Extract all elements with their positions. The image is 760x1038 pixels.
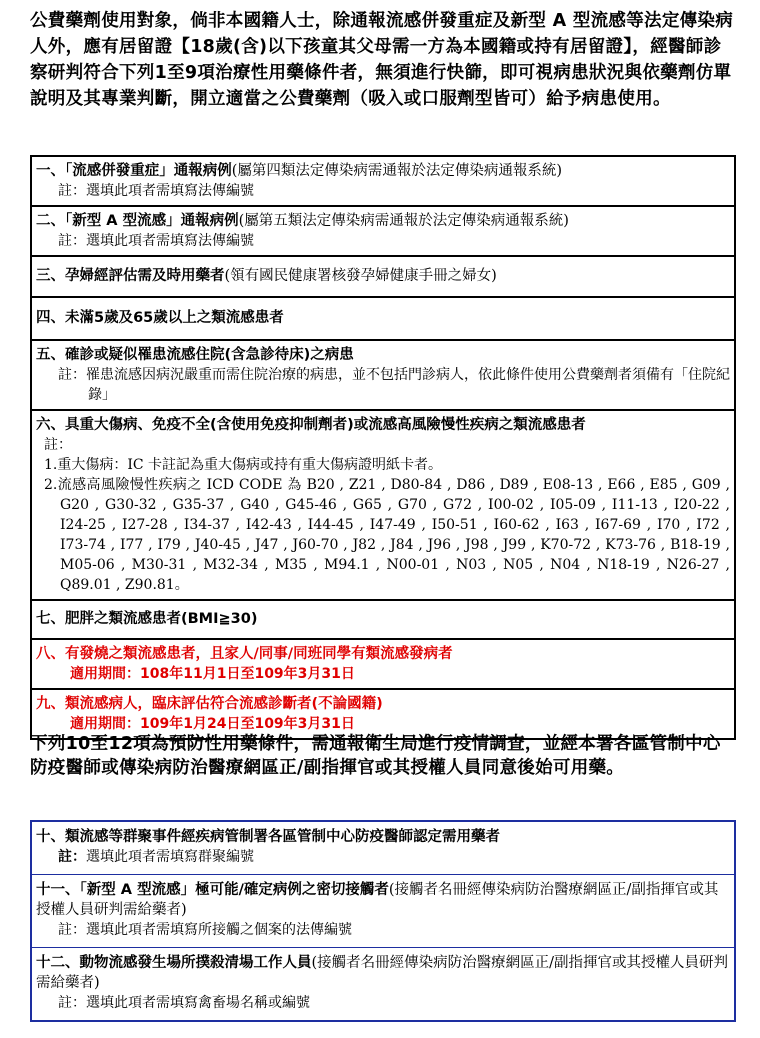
criteria-9-period: 適用期間：109年1月24日至109年3月31日 [70,716,355,732]
criteria-5-title: 五、確診或疑似罹患流感住院(含急診待床)之病患 [36,347,354,363]
criteria-1-note: 註：選填此項者需填寫法傳編號 [58,183,254,199]
criteria-8-period: 適用期間：108年11月1日至109年3月31日 [70,666,355,682]
criteria-6-item-1: 1.重大傷病：IC 卡註記為重大傷病或持有重大傷病證明紙卡者。 [44,457,443,473]
criteria-row-10 [32,822,734,875]
criteria-6-note-label: 註： [44,437,72,453]
criteria-11-note: 註：選填此項者需填寫所接觸之個案的法傳編號 [58,922,352,938]
criteria-row-3 [32,257,734,298]
criteria-12-title: 十二、動物流感發生場所撲殺清場工作人員 [36,955,312,971]
criteria-row-1 [32,157,734,207]
criteria-2-note: 註：選填此項者需填寫法傳編號 [58,233,254,249]
criteria-1-title: 一、「流感併發重症」通報病例 [36,163,232,179]
criteria-row-12 [32,948,734,1020]
criteria-11-title: 十一、「新型 A 型流感」極可能/確定病例之密切接觸者 [36,882,389,898]
criteria-row-5 [32,341,734,411]
criteria-11-desc: (接觸者名冊經傳染病防治醫療網區正/副指揮官或其授權人員研判需給藥者) [36,882,719,918]
criteria-6-item-2: 2.流感高風險慢性疾病之 ICD CODE 為 B20 , Z21 , D80-84 , D86 , D89 , E08-13 , E66 , E85 , G09 , G20 , G30-32 , G35-37 , G40 , G45-46 , G65 , G70 , G72 , I00-02 , I05-09 , I11-13 , I20-22 , I24-25 , I27-28 , I34-37 , I42-43 , I44-45 , I47-49 , I50-51 , I60-62 , I63 , I67-69 , I70 , I72 , I73-74 , I77 , I79 , J40-45 , J47 , J60-70 , J82 , J84 , J96 , J98 , J99 , K70-72 , K73-76 , B18-19 , M05-06 , M30-31 , M32-34 , M35 , M94.1 , N00-01 , N03 , N05 , N04 , N18-19 , N26-27 , Q89.01 , Z90.81。 [44,477,730,593]
intro-paragraph: 公費藥劑使用對象，倘非本國籍人士，除通報流感併發重症及新型 A 型流感等法定傳染病人外，應有居留證【18歲(含)以下孩童其父母需一方為本國籍或持有居留證】，經醫師診察研判符合下列1至9項治療性用藥條件者，無須進行快篩，即可視病患狀況與依藥劑仿單說明及其專業判斷，開立適當之公費藥劑（吸入或口服劑型皆可）給予病患使用。 [30,11,734,109]
treatment-criteria-table [30,155,736,740]
criteria-3-desc: (領有國民健康署核發孕婦健康手冊之婦女) [224,268,497,284]
criteria-10-note: 選填此項者需填寫群聚編號 [86,849,254,865]
criteria-2-desc: (屬第五類法定傳染病需通報於法定傳染病通報系統) [238,213,569,229]
criteria-10-title: 十、類流感等群聚事件經疾病管制署各區管制中心防疫醫師認定需用藥者 [36,829,500,845]
criteria-row-2 [32,207,734,257]
criteria-10-note-label: 註： [58,849,86,865]
criteria-1-desc: (屬第四類法定傳染病需通報於法定傳染病通報系統) [231,163,563,179]
criteria-3-title: 三、孕婦經評估需及時用藥者 [36,268,225,284]
criteria-row-7 [32,601,734,640]
criteria-12-desc: (接觸者名冊經傳染病防治醫療網區正/副指揮官或其授權人員研判需給藥者) [36,955,729,991]
criteria-9-title: 九、類流感病人，臨床評估符合流感診斷者(不論國籍) [36,696,383,712]
prevention-criteria-table [30,820,736,1022]
criteria-12-note: 註：選填此項者需填寫禽畜場名稱或編號 [58,995,310,1011]
criteria-row-9 [32,690,734,738]
criteria-row-11 [32,875,734,948]
criteria-4-title: 四、未滿5歲及65歲以上之類流感患者 [36,310,284,326]
prevention-intro-paragraph: 下列10至12項為預防性用藥條件，需通報衛生局進行疫情調查，並經本署各區管制中心防疫醫師或傳染病防治醫療網區正/副指揮官或其授權人員同意後始可用藥。 [30,734,721,778]
criteria-7-title: 七、肥胖之類流感患者(BMI≧30) [36,611,258,627]
criteria-row-8 [32,640,734,690]
criteria-row-6 [32,411,734,601]
criteria-row-4 [32,298,734,341]
criteria-6-title: 六、具重大傷病、免疫不全(含使用免疫抑制劑者)或流感高風險慢性疾病之類流感患者 [36,417,586,433]
criteria-8-title: 八、有發燒之類流感患者，且家人/同事/同班同學有類流感發病者 [36,646,453,662]
criteria-2-title: 二、「新型 A 型流感」通報病例 [36,213,239,229]
criteria-5-note: 註：罹患流感因病況嚴重而需住院治療的病患，並不包括門診病人，依此條件使用公費藥劑者須備有「住院紀錄」 [58,367,730,403]
